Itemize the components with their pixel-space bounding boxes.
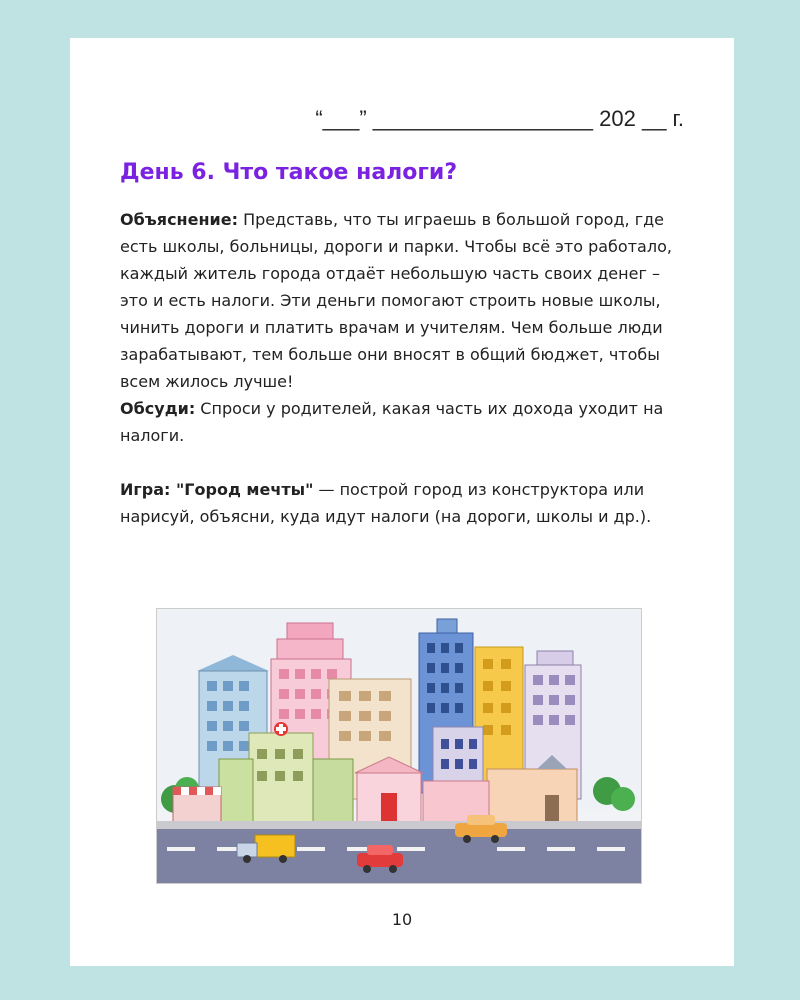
explanation-label: Объяснение:	[120, 210, 238, 229]
page-number: 10	[391, 910, 413, 929]
lesson-text	[120, 206, 690, 530]
discuss-text: Спроси у родителей, какая часть их дохода уходит на налоги.	[120, 399, 664, 445]
discuss-paragraph	[120, 395, 690, 449]
explanation-text: Представь, что ты играешь в большой город, где есть школы, больницы, дороги и парки. Чтобы всё это работало, каждый житель города отдаёт небольшую часть своих денег – это и есть налоги. Эти деньги помогают строить новые школы, чинить дороги и платить врачам и учителям. Чем больше люди зарабатывают, тем больше они вносят в общий бюджет, чтобы всем жилось лучше!	[120, 210, 672, 391]
explanation-paragraph	[120, 206, 690, 395]
paragraph-spacer	[120, 449, 690, 476]
game-paragraph	[120, 476, 690, 530]
worksheet-page	[70, 38, 734, 966]
page-title: День 6. Что такое налоги?	[120, 160, 458, 185]
city-drawing-image	[156, 608, 642, 884]
game-label: Игра: "Город мечты"	[120, 480, 314, 499]
building-hospital	[249, 722, 313, 823]
game-text: — построй город из конструктора или нарисуй, объясни, куда идут налоги (на дороги, школы и др.).	[120, 480, 652, 526]
date-line: “___” __________________ 202 __ г.	[315, 106, 684, 131]
sidewalk	[157, 821, 641, 829]
city-drawing	[157, 609, 641, 883]
building-shop	[173, 787, 221, 823]
discuss-label: Обсуди:	[120, 399, 196, 418]
